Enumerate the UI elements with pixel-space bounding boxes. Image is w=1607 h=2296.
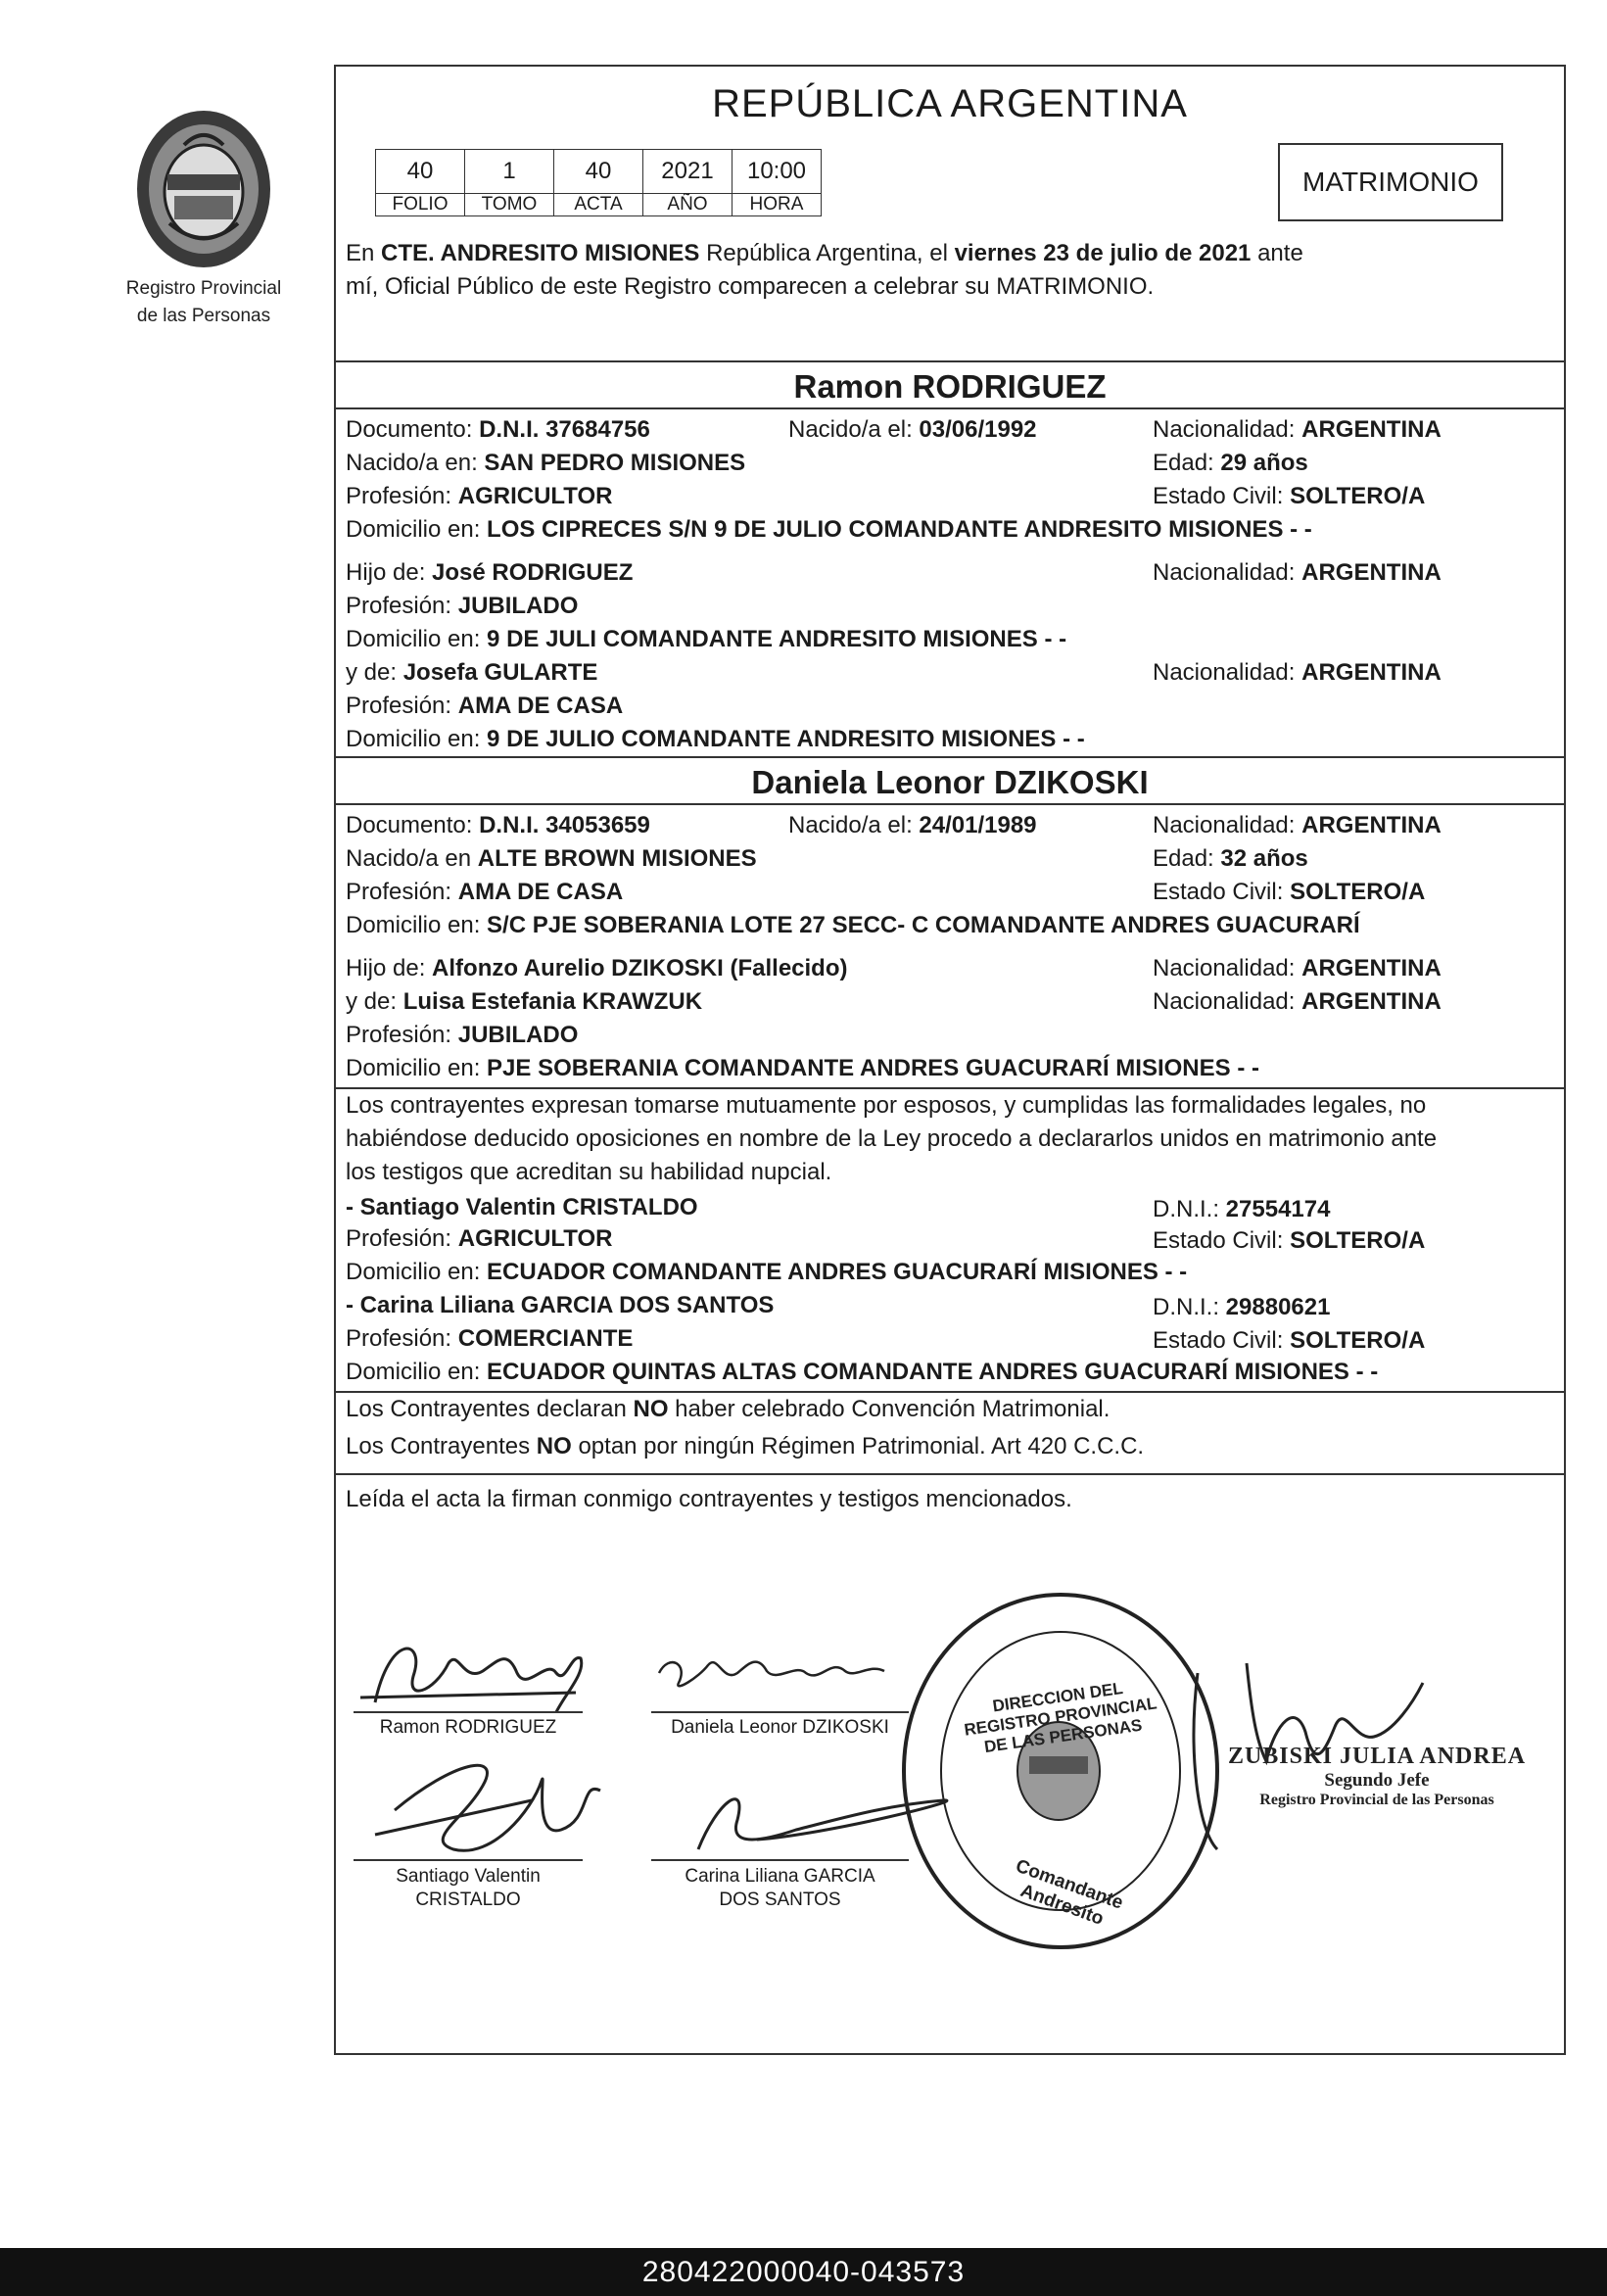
witness2-civil-status: Estado Civil: SOLTERO/A: [1153, 1327, 1426, 1354]
groom-father: Hijo de: José RODRIGUEZ: [346, 559, 634, 586]
document-id-strip: 280422000040-043573: [0, 2248, 1607, 2296]
seal-inner-text: Comandante Andresito: [1013, 1855, 1126, 1930]
divider: [336, 407, 1564, 409]
bride-nationality: Nacionalidad: ARGENTINA: [1153, 812, 1442, 838]
divider: [336, 1473, 1564, 1475]
witness1-signature: [375, 1765, 600, 1850]
bride-birthplace: Nacido/a en ALTE BROWN MISIONES: [346, 845, 757, 872]
hour-value: 10:00: [733, 150, 822, 194]
witness1-civil-status: Estado Civil: SOLTERO/A: [1153, 1227, 1426, 1254]
intro-date: viernes 23 de julio de 2021: [954, 240, 1252, 266]
groom-father-profession: Profesión: JUBILADO: [346, 593, 579, 619]
bride-mother-nationality: Nacionalidad: ARGENTINA: [1153, 988, 1442, 1015]
logo-caption-line2: de las Personas: [136, 306, 271, 326]
bride-birthdate: Nacido/a el: 24/01/1989: [788, 812, 1037, 838]
groom-father-address: Domicilio en: 9 DE JULI COMANDANTE ANDRESITO MISIONES - -: [346, 626, 1067, 652]
witness2-address: Domicilio en: ECUADOR QUINTAS ALTAS COMANDANTE ANDRES GUACURARÍ MISIONES - -: [346, 1359, 1379, 1385]
groom-signature: [360, 1649, 582, 1712]
groom-age: Edad: 29 años: [1153, 450, 1308, 476]
groom-name: Ramon RODRIGUEZ: [793, 368, 1107, 405]
witness1-dni: D.N.I.: 27554174: [1153, 1196, 1331, 1222]
folio-value: 40: [376, 150, 465, 194]
declaration-line1: Los contrayentes expresan tomarse mutuamente por esposos, y cumplidas las formalidades legales, no: [346, 1092, 1427, 1119]
groom-father-nationality: Nacionalidad: ARGENTINA: [1153, 559, 1442, 586]
bride-parents-profession: Profesión: JUBILADO: [346, 1022, 579, 1048]
divider: [336, 756, 1564, 758]
bride-profession: Profesión: AMA DE CASA: [346, 879, 624, 905]
document-type-box: MATRIMONIO: [1278, 143, 1503, 221]
intro-line2: mí, Oficial Público de este Registro comparecen a celebrar su MATRIMONIO.: [346, 273, 1155, 300]
bride-document: Documento: D.N.I. 34053659: [346, 812, 650, 838]
officer-office: Registro Provincial de las Personas: [1259, 1792, 1494, 1808]
bride-father: Hijo de: Alfonzo Aurelio DZIKOSKI (Fallecido): [346, 955, 848, 981]
groom-mother-profession: Profesión: AMA DE CASA: [346, 693, 624, 719]
page-title: REPÚBLICA ARGENTINA: [712, 82, 1188, 125]
intro-line1: En CTE. ANDRESITO MISIONES República Argentina, el viernes 23 de julio de 2021 ante: [346, 240, 1303, 266]
hour-label: HORA: [733, 194, 822, 216]
groom-profession: Profesión: AGRICULTOR: [346, 483, 613, 509]
convention-line1: Los Contrayentes declaran NO haber celebrado Convención Matrimonial.: [346, 1396, 1111, 1422]
acta-label: ACTA: [554, 194, 643, 216]
groom-nationality: Nacionalidad: ARGENTINA: [1153, 416, 1442, 443]
acta-value: 40: [554, 150, 643, 194]
bride-age: Edad: 32 años: [1153, 845, 1308, 872]
bride-signature-caption: Daniela Leonor DZIKOSKI: [671, 1717, 889, 1738]
bride-name: Daniela Leonor DZIKOSKI: [751, 764, 1149, 800]
convention-line2: Los Contrayentes NO optan por ningún Régimen Patrimonial. Art 420 C.C.C.: [346, 1433, 1145, 1459]
bride-father-nationality: Nacionalidad: ARGENTINA: [1153, 955, 1442, 981]
witness1-address: Domicilio en: ECUADOR COMANDANTE ANDRES GUACURARÍ MISIONES - -: [346, 1259, 1188, 1285]
officer-name: ZUBISKI JULIA ANDREA: [1227, 1744, 1527, 1769]
groom-civil-status: Estado Civil: SOLTERO/A: [1153, 483, 1426, 509]
witness1-name: - Santiago Valentin CRISTALDO: [346, 1194, 698, 1220]
groom-address: Domicilio en: LOS CIPRECES S/N 9 DE JULIO COMANDANTE ANDRESITO MISIONES - -: [346, 516, 1312, 543]
certificate-frame: [334, 65, 1566, 2055]
groom-document: Documento: D.N.I. 37684756: [346, 416, 650, 443]
bride-address: Domicilio en: S/C PJE SOBERANIA LOTE 27 SECC- C COMANDANTE ANDRES GUACURARÍ: [346, 912, 1360, 938]
groom-mother-address: Domicilio en: 9 DE JULIO COMANDANTE ANDRESITO MISIONES - -: [346, 726, 1085, 752]
bride-signature: [659, 1662, 884, 1687]
witness1-profession: Profesión: AGRICULTOR: [346, 1225, 613, 1252]
groom-birthdate: Nacido/a el: 03/06/1992: [788, 416, 1037, 443]
declaration-line2: habiéndose deducido oposiciones en nombre de la Ley procedo a declararlos unidos en matrimonio ante: [346, 1125, 1438, 1152]
witness2-signature-caption: Carina Liliana GARCIA DOS SANTOS: [685, 1866, 875, 1910]
bride-mother: y de: Luisa Estefania KRAWZUK: [346, 988, 703, 1015]
divider: [336, 803, 1564, 805]
registry-logo: [116, 106, 292, 331]
witness2-dni: D.N.I.: 29880621: [1153, 1294, 1331, 1320]
witness2-profession: Profesión: COMERCIANTE: [346, 1325, 634, 1352]
officer-stamp: [1196, 1744, 1558, 1809]
witness1-signature-caption: Santiago Valentin CRISTALDO: [396, 1866, 541, 1910]
logo-caption-line1: Registro Provincial: [125, 278, 282, 299]
closing-text: Leída el acta la firman conmigo contrayentes y testigos mencionados.: [346, 1486, 1072, 1512]
divider: [336, 360, 1564, 362]
bride-civil-status: Estado Civil: SOLTERO/A: [1153, 879, 1426, 905]
seal-ring-text: DIRECCION DEL REGISTRO PROVINCIAL DE LAS PERSONAS: [963, 1678, 1158, 1757]
witness2-name: - Carina Liliana GARCIA DOS SANTOS: [346, 1292, 775, 1318]
officer-role: Segundo Jefe: [1324, 1770, 1430, 1791]
bride-parents-address: Domicilio en: PJE SOBERANIA COMANDANTE ANDRES GUACURARÍ MISIONES - -: [346, 1055, 1259, 1081]
province-coat-of-arms-icon: [130, 106, 277, 272]
intro-place: CTE. ANDRESITO MISIONES: [381, 240, 700, 266]
folio-label: FOLIO: [376, 194, 465, 216]
groom-birthplace: Nacido/a en: SAN PEDRO MISIONES: [346, 450, 746, 476]
tomo-value: 1: [465, 150, 554, 194]
year-value: 2021: [643, 150, 733, 194]
groom-mother: y de: Josefa GULARTE: [346, 659, 598, 686]
tomo-label: TOMO: [465, 194, 554, 216]
groom-mother-nationality: Nacionalidad: ARGENTINA: [1153, 659, 1442, 686]
year-label: AÑO: [643, 194, 733, 216]
declaration-line3: los testigos que acreditan su habilidad nupcial.: [346, 1159, 832, 1185]
groom-signature-caption: Ramon RODRIGUEZ: [379, 1717, 557, 1738]
reference-table: [375, 149, 822, 216]
